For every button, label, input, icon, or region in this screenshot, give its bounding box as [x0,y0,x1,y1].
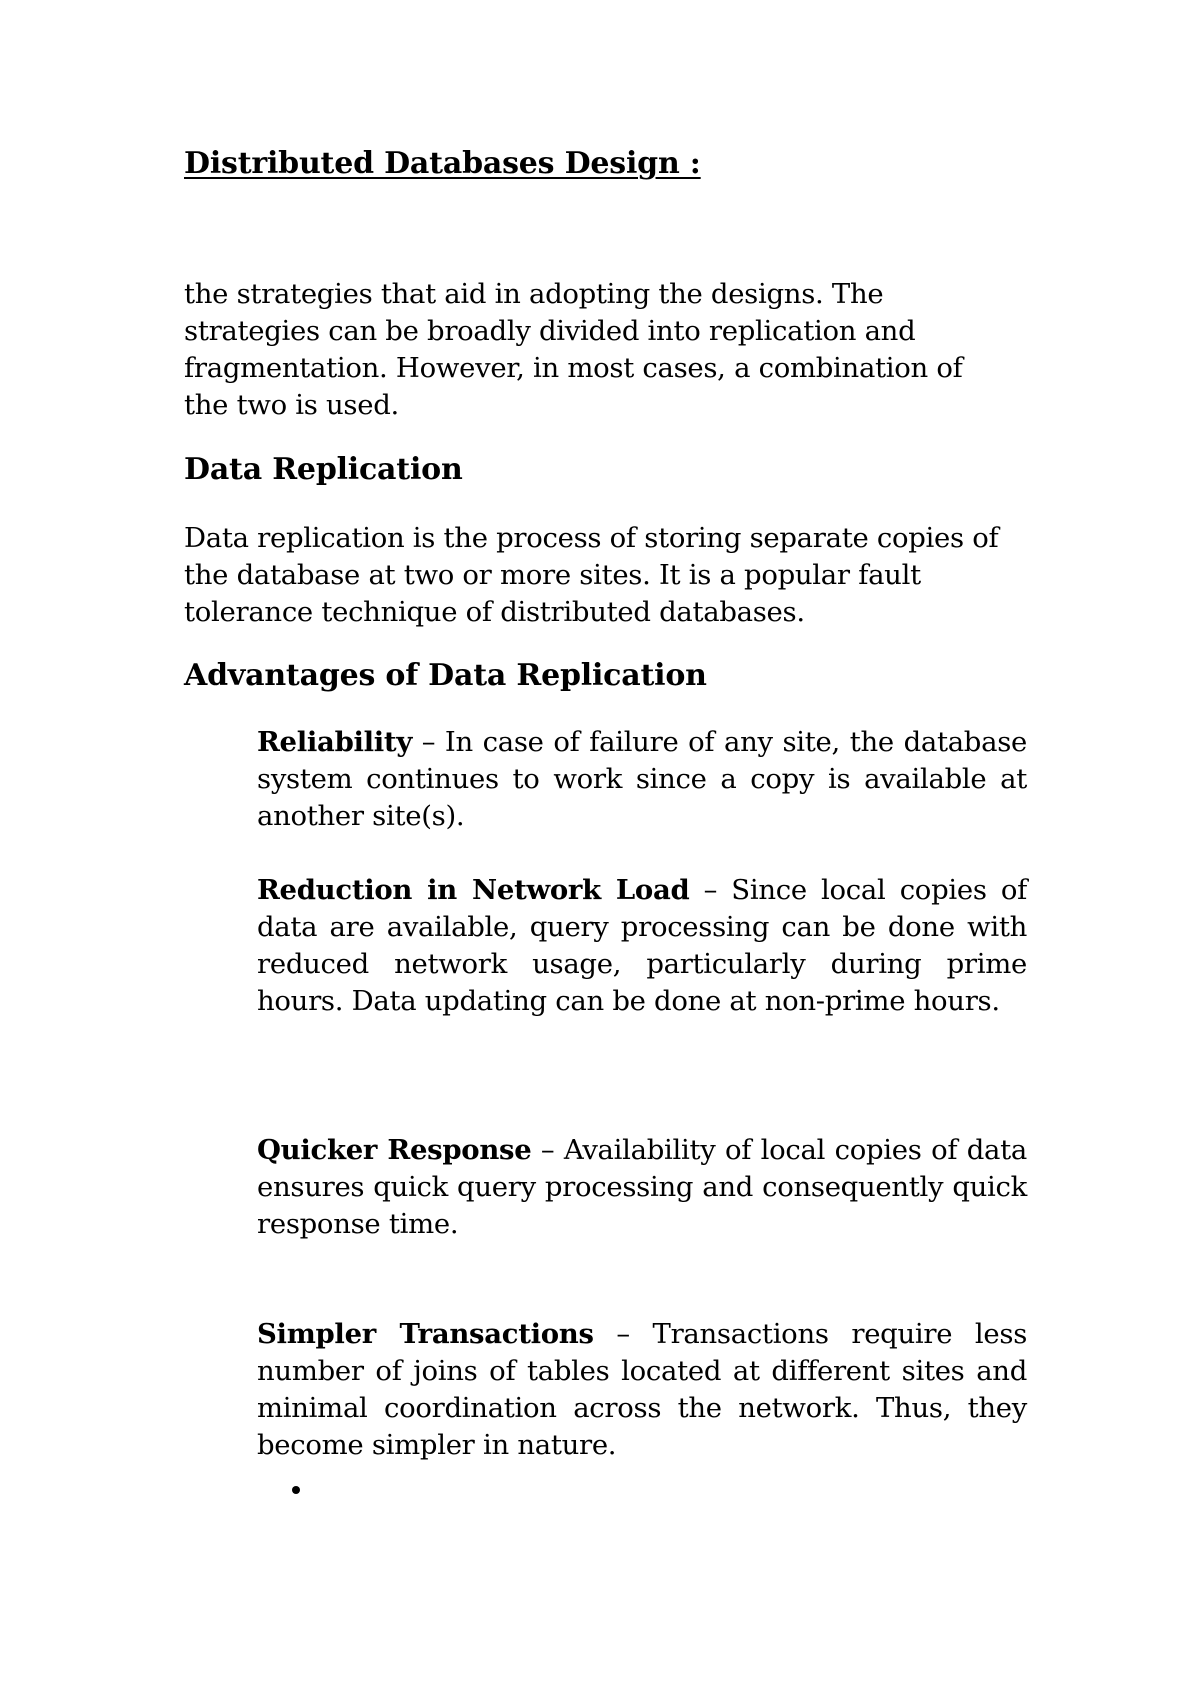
advantage-item-network-load [257,872,1027,1020]
data-replication-definition: Data replication is the process of storing separate copies of the database at two or more sites. It is a popular fault tolerance technique of distributed databases. [184,522,999,628]
document-title: Distributed Databases Design : [184,146,701,181]
advantage-item-quicker-response [257,1132,1027,1243]
advantage-term: Reduction in Network Load [257,874,690,906]
advantage-term: Simpler Transactions [257,1318,594,1350]
advantage-item-reliability [257,724,1027,835]
intro-paragraph: the strategies that aid in adopting the designs. The strategies can be broadly divided into replication and fragmentation. However, in most cases, a combination of the two is used. [184,278,963,421]
data-replication-heading: Data Replication [184,452,463,487]
advantages-heading: Advantages of Data Replication [184,658,707,693]
empty-bullet-point [292,1486,300,1494]
advantage-description: – Transactions require less number of joins of tables located at different sites and minimal coordination across the network. Thus, they become simpler in nature. [257,1318,1028,1461]
advantage-term: Reliability [257,726,413,758]
advantage-description: – Since local copies of data are available, query processing can be done with reduced network usage, particularly during prime hours. Data updating can be done at non-prime hours. [257,874,1027,1017]
advantage-description: – Availability of local copies of data ensures quick query processing and consequently quick response time. [257,1134,1027,1240]
advantage-description: – In case of failure of any site, the database system continues to work since a copy is available at another site(s). [257,726,1027,832]
advantage-term: Quicker Response [257,1134,532,1166]
advantage-item-simpler-transactions [257,1316,1027,1464]
